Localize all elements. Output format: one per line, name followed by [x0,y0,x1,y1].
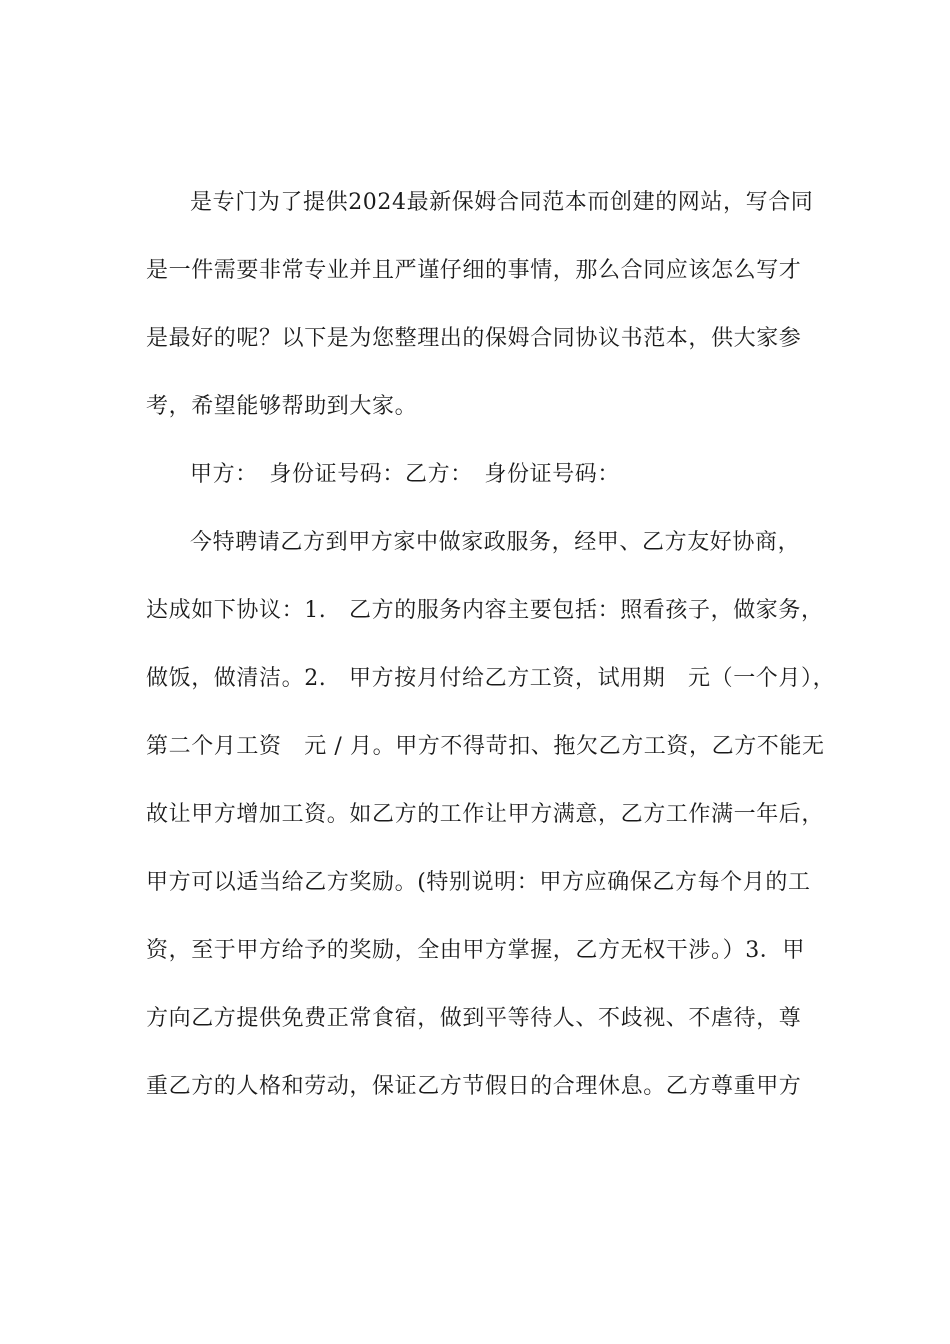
paragraph-3-line-9: 重乙方的人格和劳动，保证乙方节假日的合理休息。乙方尊重甲方 [146,1074,802,1099]
paragraph-1-line-3: 是最好的呢？以下是为您整理出的保姆合同协议书范本，供大家参 [146,326,802,351]
paragraph-3-line-3: 做饭，做清洁。2. 甲方按月付给乙方工资，试用期 元（一个月）， [146,666,836,691]
paragraph-3-line-1: 今特聘请乙方到甲方家中做家政服务，经甲、乙方友好协商， [190,530,801,555]
party-info-line: 甲方： 身份证号码：乙方： 身份证号码： [190,462,621,487]
paragraph-3-line-8: 方向乙方提供免费正常食宿，做到平等待人、不歧视、不虐待，尊 [146,1006,802,1031]
paragraph-3-line-4: 第二个月工资 元 / 月。甲方不得苛扣、拖欠乙方工资，乙方不能无 [146,734,825,759]
paragraph-1-line-4: 考，希望能够帮助到大家。 [146,394,418,419]
paragraph-3-line-7: 资，至于甲方给予的奖励，全由甲方掌握，乙方无权干涉。）3．甲 [146,938,805,963]
paragraph-3-line-2: 达成如下协议：1. 乙方的服务内容主要包括：照看孩子，做家务， [146,598,824,623]
document-body [146,190,836,1121]
paragraph-1-line-1: 是专门为了提供2024最新保姆合同范本而创建的网站，写合同 [190,190,814,215]
paragraph-3-line-6: 甲方可以适当给乙方奖励。(特别说明：甲方应确保乙方每个月的工 [146,870,811,895]
paragraph-3-line-5: 故让甲方增加工资。如乙方的工作让甲方满意，乙方工作满一年后， [146,802,825,827]
paragraph-1-line-2: 是一件需要非常专业并且严谨仔细的事情，那么合同应该怎么写才 [146,258,802,283]
